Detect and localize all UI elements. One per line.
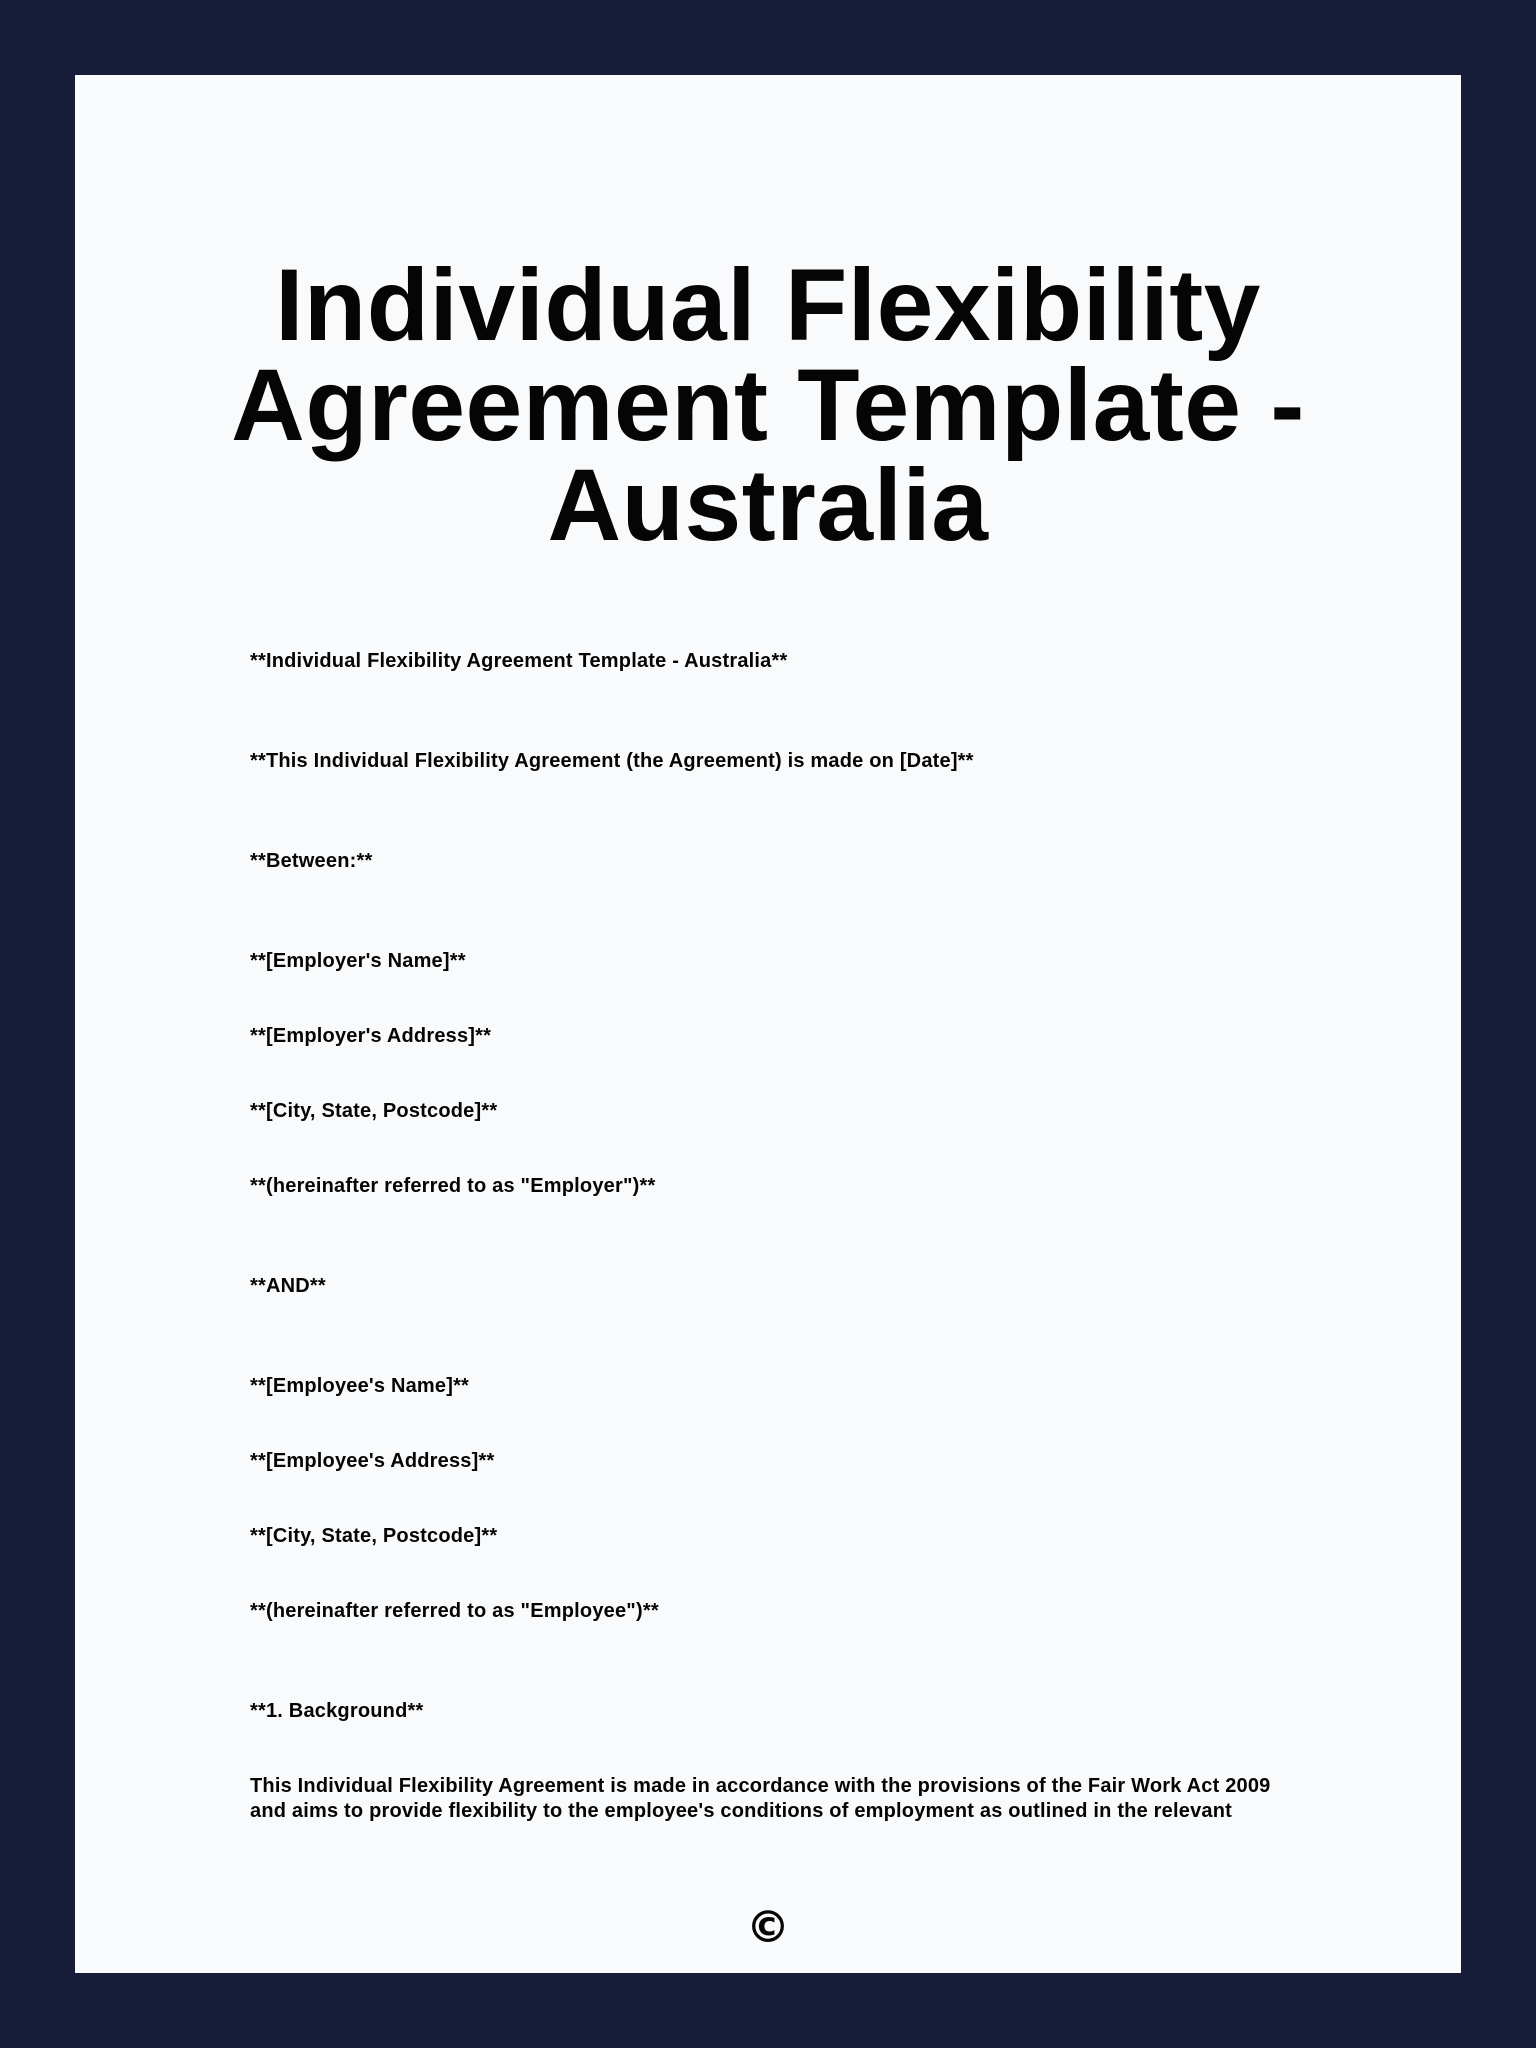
employer-city-state-postcode: **[City, State, Postcode]**: [250, 1100, 498, 1122]
employee-address: **[Employee's Address]**: [250, 1450, 495, 1472]
employee-city-state-postcode: **[City, State, Postcode]**: [250, 1525, 498, 1547]
employer-address: **[Employer's Address]**: [250, 1025, 492, 1047]
background-paragraph-line-1: This Individual Flexibility Agreement is made in accordance with the provisions of the Fair Work Act 2009: [250, 1775, 1271, 1797]
employee-reference: **(hereinafter referred to as "Employee")**: [250, 1600, 659, 1622]
and-label: **AND**: [250, 1275, 326, 1297]
employer-reference: **(hereinafter referred to as "Employer")**: [250, 1175, 656, 1197]
employer-name: **[Employer's Name]**: [250, 950, 466, 972]
background-paragraph-line-2: and aims to provide flexibility to the employee's conditions of employment as outlined in the relevant: [250, 1800, 1232, 1822]
title-line-1: Individual Flexibility: [275, 248, 1261, 362]
section-heading-background: **1. Background**: [250, 1700, 424, 1722]
copyright-icon: ©: [746, 1902, 790, 1953]
title-line-3: Australia: [547, 448, 989, 562]
subtitle-heading: **Individual Flexibility Agreement Template - Australia**: [250, 650, 788, 672]
agreement-date-line: **This Individual Flexibility Agreement (the Agreement) is made on [Date]**: [250, 750, 974, 772]
title-line-2: Agreement Template -: [231, 348, 1305, 462]
document-page: [75, 75, 1461, 1973]
between-label: **Between:**: [250, 850, 373, 872]
document-title: [75, 248, 1461, 562]
employee-name: **[Employee's Name]**: [250, 1375, 470, 1397]
